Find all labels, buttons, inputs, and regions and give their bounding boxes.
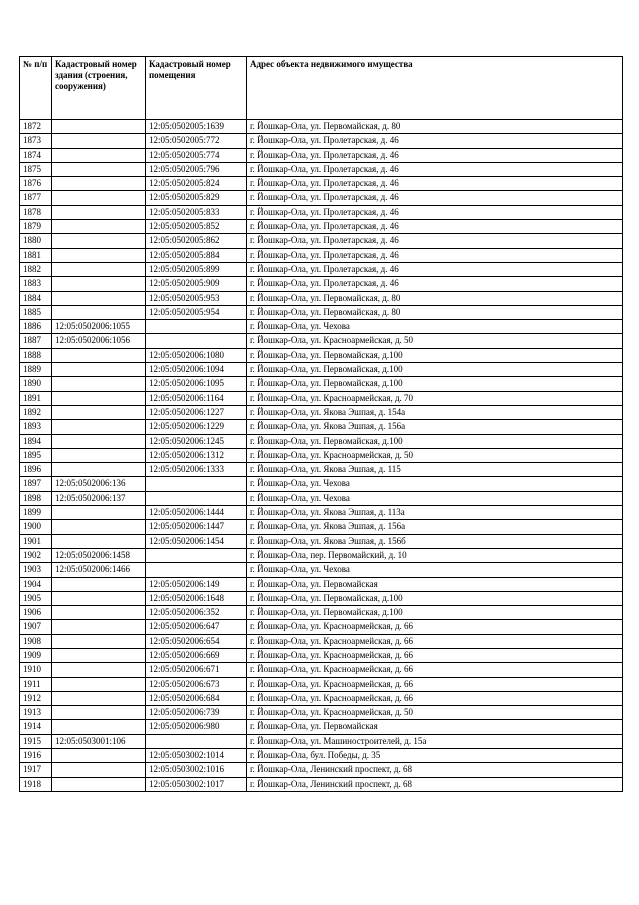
cell-premises-cadastral: 12:05:0502006:1333 bbox=[146, 463, 247, 477]
table-row bbox=[20, 420, 623, 434]
cell-num: 1904 bbox=[20, 577, 52, 591]
cell-num: 1912 bbox=[20, 691, 52, 705]
cell-premises-cadastral bbox=[146, 734, 247, 748]
cell-num: 1899 bbox=[20, 506, 52, 520]
cell-premises-cadastral: 12:05:0503002:1016 bbox=[146, 763, 247, 777]
cell-building-cadastral bbox=[52, 749, 146, 763]
cell-premises-cadastral bbox=[146, 563, 247, 577]
cell-premises-cadastral: 12:05:0502005:833 bbox=[146, 205, 247, 219]
table-row bbox=[20, 677, 623, 691]
cell-num: 1891 bbox=[20, 391, 52, 405]
table-row bbox=[20, 506, 623, 520]
cell-num: 1889 bbox=[20, 363, 52, 377]
cell-building-cadastral bbox=[52, 405, 146, 419]
cell-building-cadastral bbox=[52, 434, 146, 448]
cell-address: г. Йошкар-Ола, ул. Якова Эшпая, д. 156б bbox=[247, 534, 623, 548]
table-row bbox=[20, 220, 623, 234]
table-row bbox=[20, 663, 623, 677]
cell-building-cadastral bbox=[52, 677, 146, 691]
table-row bbox=[20, 162, 623, 176]
cell-premises-cadastral: 12:05:0502006:1095 bbox=[146, 377, 247, 391]
cell-building-cadastral bbox=[52, 577, 146, 591]
cell-building-cadastral bbox=[52, 234, 146, 248]
table-row bbox=[20, 320, 623, 334]
cell-premises-cadastral: 12:05:0502006:673 bbox=[146, 677, 247, 691]
table-row bbox=[20, 448, 623, 462]
cell-address: г. Йошкар-Ола, Ленинский проспект, д. 68 bbox=[247, 777, 623, 791]
table-row bbox=[20, 391, 623, 405]
table-row bbox=[20, 548, 623, 562]
cell-address: г. Йошкар-Ола, ул. Якова Эшпая, д. 154а bbox=[247, 405, 623, 419]
cell-building-cadastral bbox=[52, 663, 146, 677]
table-row bbox=[20, 248, 623, 262]
cell-address: г. Йошкар-Ола, ул. Красноармейская, д. 66 bbox=[247, 620, 623, 634]
cell-building-cadastral: 12:05:0502006:1056 bbox=[52, 334, 146, 348]
cell-address: г. Йошкар-Ола, ул. Первомайская bbox=[247, 577, 623, 591]
cell-address: г. Йошкар-Ола, ул. Чехова bbox=[247, 491, 623, 505]
cell-address: г. Йошкар-Ола, ул. Пролетарская, д. 46 bbox=[247, 191, 623, 205]
table-row bbox=[20, 234, 623, 248]
cell-premises-cadastral: 12:05:0502006:1447 bbox=[146, 520, 247, 534]
cell-building-cadastral bbox=[52, 248, 146, 262]
cell-address: г. Йошкар-Ола, ул. Чехова bbox=[247, 477, 623, 491]
cell-address: г. Йошкар-Ола, ул. Первомайская, д.100 bbox=[247, 348, 623, 362]
cell-num: 1910 bbox=[20, 663, 52, 677]
cell-address: г. Йошкар-Ола, ул. Первомайская, д. 80 bbox=[247, 305, 623, 319]
table-row bbox=[20, 720, 623, 734]
table-row bbox=[20, 363, 623, 377]
cell-building-cadastral bbox=[52, 205, 146, 219]
cell-building-cadastral bbox=[52, 620, 146, 634]
cell-num: 1909 bbox=[20, 648, 52, 662]
table-row bbox=[20, 348, 623, 362]
cell-num: 1897 bbox=[20, 477, 52, 491]
cell-premises-cadastral: 12:05:0502005:899 bbox=[146, 262, 247, 276]
cell-building-cadastral bbox=[52, 291, 146, 305]
cell-premises-cadastral: 12:05:0502005:772 bbox=[146, 134, 247, 148]
table-row bbox=[20, 620, 623, 634]
table-row bbox=[20, 706, 623, 720]
table-body bbox=[20, 120, 623, 792]
table-row bbox=[20, 134, 623, 148]
cell-premises-cadastral: 12:05:0502005:796 bbox=[146, 162, 247, 176]
cell-num: 1887 bbox=[20, 334, 52, 348]
cell-building-cadastral bbox=[52, 706, 146, 720]
cell-num: 1892 bbox=[20, 405, 52, 419]
cell-premises-cadastral: 12:05:0502006:1444 bbox=[146, 506, 247, 520]
cell-premises-cadastral: 12:05:0502006:669 bbox=[146, 648, 247, 662]
cell-premises-cadastral: 12:05:0502006:1245 bbox=[146, 434, 247, 448]
cell-address: г. Йошкар-Ола, ул. Чехова bbox=[247, 320, 623, 334]
cell-building-cadastral bbox=[52, 391, 146, 405]
cell-num: 1893 bbox=[20, 420, 52, 434]
table-row bbox=[20, 177, 623, 191]
table-row bbox=[20, 648, 623, 662]
cell-address: г. Йошкар-Ола, ул. Якова Эшпая, д. 113а bbox=[247, 506, 623, 520]
cell-num: 1885 bbox=[20, 305, 52, 319]
cell-building-cadastral bbox=[52, 448, 146, 462]
cell-address: г. Йошкар-Ола, бул. Победы, д. 35 bbox=[247, 749, 623, 763]
table-row bbox=[20, 520, 623, 534]
table-row bbox=[20, 463, 623, 477]
cell-num: 1884 bbox=[20, 291, 52, 305]
cell-address: г. Йошкар-Ола, ул. Первомайская, д.100 bbox=[247, 591, 623, 605]
cell-num: 1911 bbox=[20, 677, 52, 691]
table-row bbox=[20, 691, 623, 705]
table-header bbox=[20, 57, 623, 120]
cell-address: г. Йошкар-Ола, ул. Первомайская, д.100 bbox=[247, 363, 623, 377]
cell-address: г. Йошкар-Ола, ул. Пролетарская, д. 46 bbox=[247, 262, 623, 276]
table-row bbox=[20, 591, 623, 605]
cell-num: 1878 bbox=[20, 205, 52, 219]
cell-building-cadastral: 12:05:0502006:1466 bbox=[52, 563, 146, 577]
cell-address: г. Йошкар-Ола, ул. Пролетарская, д. 46 bbox=[247, 177, 623, 191]
cell-address: г. Йошкар-Ола, ул. Машиностроителей, д. 15а bbox=[247, 734, 623, 748]
cell-address: г. Йошкар-Ола, ул. Красноармейская, д. 70 bbox=[247, 391, 623, 405]
cell-building-cadastral bbox=[52, 720, 146, 734]
cell-premises-cadastral: 12:05:0502006:739 bbox=[146, 706, 247, 720]
cell-building-cadastral bbox=[52, 520, 146, 534]
cell-premises-cadastral: 12:05:0502005:909 bbox=[146, 277, 247, 291]
cell-address: г. Йошкар-Ола, ул. Красноармейская, д. 66 bbox=[247, 634, 623, 648]
registry-table bbox=[19, 56, 623, 792]
table-row bbox=[20, 577, 623, 591]
cell-address: г. Йошкар-Ола, ул. Пролетарская, д. 46 bbox=[247, 148, 623, 162]
cell-premises-cadastral: 12:05:0503002:1014 bbox=[146, 749, 247, 763]
cell-address: г. Йошкар-Ола, ул. Первомайская, д. 80 bbox=[247, 120, 623, 134]
cell-premises-cadastral: 12:05:0502005:884 bbox=[146, 248, 247, 262]
table-row bbox=[20, 634, 623, 648]
table-row bbox=[20, 777, 623, 791]
cell-address: г. Йошкар-Ола, ул. Якова Эшпая, д. 156а bbox=[247, 520, 623, 534]
cell-premises-cadastral bbox=[146, 477, 247, 491]
table-row bbox=[20, 334, 623, 348]
cell-num: 1900 bbox=[20, 520, 52, 534]
cell-num: 1877 bbox=[20, 191, 52, 205]
cell-building-cadastral: 12:05:0502006:1055 bbox=[52, 320, 146, 334]
cell-address: г. Йошкар-Ола, пер. Первомайский, д. 10 bbox=[247, 548, 623, 562]
cell-building-cadastral bbox=[52, 191, 146, 205]
cell-address: г. Йошкар-Ола, ул. Красноармейская, д. 50 bbox=[247, 334, 623, 348]
cell-premises-cadastral: 12:05:0502006:671 bbox=[146, 663, 247, 677]
cell-num: 1888 bbox=[20, 348, 52, 362]
table-row bbox=[20, 305, 623, 319]
cell-premises-cadastral: 12:05:0503002:1017 bbox=[146, 777, 247, 791]
cell-num: 1906 bbox=[20, 606, 52, 620]
cell-building-cadastral bbox=[52, 606, 146, 620]
cell-premises-cadastral: 12:05:0502006:980 bbox=[146, 720, 247, 734]
cell-premises-cadastral bbox=[146, 334, 247, 348]
cell-premises-cadastral: 12:05:0502006:684 bbox=[146, 691, 247, 705]
cell-address: г. Йошкар-Ола, ул. Пролетарская, д. 46 bbox=[247, 205, 623, 219]
table-row bbox=[20, 405, 623, 419]
cell-address: г. Йошкар-Ола, ул. Красноармейская, д. 66 bbox=[247, 648, 623, 662]
table-row bbox=[20, 277, 623, 291]
cell-num: 1917 bbox=[20, 763, 52, 777]
cell-address: г. Йошкар-Ола, ул. Якова Эшпая, д. 115 bbox=[247, 463, 623, 477]
cell-premises-cadastral bbox=[146, 548, 247, 562]
cell-building-cadastral bbox=[52, 277, 146, 291]
cell-address: г. Йошкар-Ола, ул. Красноармейская, д. 50 bbox=[247, 706, 623, 720]
cell-address: г. Йошкар-Ола, ул. Пролетарская, д. 46 bbox=[247, 162, 623, 176]
cell-address: г. Йошкар-Ола, ул. Красноармейская, д. 66 bbox=[247, 663, 623, 677]
cell-premises-cadastral: 12:05:0502006:1227 bbox=[146, 405, 247, 419]
cell-num: 1916 bbox=[20, 749, 52, 763]
cell-building-cadastral bbox=[52, 591, 146, 605]
cell-num: 1903 bbox=[20, 563, 52, 577]
cell-building-cadastral bbox=[52, 763, 146, 777]
cell-num: 1883 bbox=[20, 277, 52, 291]
cell-premises-cadastral: 12:05:0502005:824 bbox=[146, 177, 247, 191]
cell-premises-cadastral: 12:05:0502005:829 bbox=[146, 191, 247, 205]
cell-address: г. Йошкар-Ола, ул. Красноармейская, д. 66 bbox=[247, 677, 623, 691]
cell-building-cadastral bbox=[52, 177, 146, 191]
cell-building-cadastral bbox=[52, 363, 146, 377]
cell-address: г. Йошкар-Ола, ул. Чехова bbox=[247, 563, 623, 577]
cell-address: г. Йошкар-Ола, ул. Якова Эшпая, д. 156а bbox=[247, 420, 623, 434]
cell-premises-cadastral: 12:05:0502006:352 bbox=[146, 606, 247, 620]
cell-building-cadastral bbox=[52, 463, 146, 477]
cell-premises-cadastral: 12:05:0502006:654 bbox=[146, 634, 247, 648]
cell-num: 1873 bbox=[20, 134, 52, 148]
cell-address: г. Йошкар-Ола, ул. Пролетарская, д. 46 bbox=[247, 234, 623, 248]
cell-num: 1915 bbox=[20, 734, 52, 748]
cell-building-cadastral bbox=[52, 634, 146, 648]
cell-num: 1913 bbox=[20, 706, 52, 720]
cell-address: г. Йошкар-Ола, ул. Пролетарская, д. 46 bbox=[247, 220, 623, 234]
cell-premises-cadastral: 12:05:0502005:1639 bbox=[146, 120, 247, 134]
table-row bbox=[20, 205, 623, 219]
cell-num: 1874 bbox=[20, 148, 52, 162]
cell-building-cadastral bbox=[52, 348, 146, 362]
cell-premises-cadastral: 12:05:0502006:1312 bbox=[146, 448, 247, 462]
table-row bbox=[20, 763, 623, 777]
cell-premises-cadastral: 12:05:0502006:1648 bbox=[146, 591, 247, 605]
table-row bbox=[20, 734, 623, 748]
cell-building-cadastral bbox=[52, 134, 146, 148]
cell-building-cadastral: 12:05:0502006:137 bbox=[52, 491, 146, 505]
cell-building-cadastral bbox=[52, 220, 146, 234]
cell-premises-cadastral: 12:05:0502005:954 bbox=[146, 305, 247, 319]
cell-premises-cadastral: 12:05:0502006:1164 bbox=[146, 391, 247, 405]
cell-num: 1875 bbox=[20, 162, 52, 176]
cell-address: г. Йошкар-Ола, ул. Красноармейская, д. 50 bbox=[247, 448, 623, 462]
cell-premises-cadastral bbox=[146, 491, 247, 505]
table-row bbox=[20, 491, 623, 505]
cell-num: 1879 bbox=[20, 220, 52, 234]
cell-num: 1914 bbox=[20, 720, 52, 734]
cell-premises-cadastral: 12:05:0502005:953 bbox=[146, 291, 247, 305]
cell-address: г. Йошкар-Ола, ул. Первомайская, д. 80 bbox=[247, 291, 623, 305]
cell-building-cadastral bbox=[52, 148, 146, 162]
table-row bbox=[20, 148, 623, 162]
cell-address: г. Йошкар-Ола, Ленинский проспект, д. 68 bbox=[247, 763, 623, 777]
cell-num: 1901 bbox=[20, 534, 52, 548]
cell-premises-cadastral: 12:05:0502005:862 bbox=[146, 234, 247, 248]
cell-num: 1905 bbox=[20, 591, 52, 605]
cell-premises-cadastral: 12:05:0502005:852 bbox=[146, 220, 247, 234]
cell-premises-cadastral bbox=[146, 320, 247, 334]
cell-premises-cadastral: 12:05:0502006:1229 bbox=[146, 420, 247, 434]
table-row bbox=[20, 534, 623, 548]
cell-address: г. Йошкар-Ола, ул. Пролетарская, д. 46 bbox=[247, 134, 623, 148]
cell-num: 1902 bbox=[20, 548, 52, 562]
cell-premises-cadastral: 12:05:0502005:774 bbox=[146, 148, 247, 162]
cell-num: 1894 bbox=[20, 434, 52, 448]
cell-building-cadastral bbox=[52, 691, 146, 705]
cell-num: 1876 bbox=[20, 177, 52, 191]
table-row bbox=[20, 606, 623, 620]
cell-num: 1880 bbox=[20, 234, 52, 248]
cell-num: 1890 bbox=[20, 377, 52, 391]
cell-num: 1895 bbox=[20, 448, 52, 462]
cell-building-cadastral bbox=[52, 377, 146, 391]
table-row bbox=[20, 477, 623, 491]
cell-building-cadastral bbox=[52, 506, 146, 520]
table-row bbox=[20, 749, 623, 763]
cell-building-cadastral bbox=[52, 420, 146, 434]
cell-address: г. Йошкар-Ола, ул. Красноармейская, д. 66 bbox=[247, 691, 623, 705]
cell-num: 1881 bbox=[20, 248, 52, 262]
header-address: Адрес объекта недвижимого имущества bbox=[247, 57, 623, 120]
cell-building-cadastral bbox=[52, 305, 146, 319]
cell-building-cadastral: 12:05:0503001:106 bbox=[52, 734, 146, 748]
cell-address: г. Йошкар-Ола, ул. Первомайская, д.100 bbox=[247, 377, 623, 391]
cell-premises-cadastral: 12:05:0502006:149 bbox=[146, 577, 247, 591]
cell-building-cadastral bbox=[52, 534, 146, 548]
cell-building-cadastral bbox=[52, 262, 146, 276]
cell-premises-cadastral: 12:05:0502006:1094 bbox=[146, 363, 247, 377]
table-row bbox=[20, 377, 623, 391]
cell-premises-cadastral: 12:05:0502006:1080 bbox=[146, 348, 247, 362]
cell-num: 1886 bbox=[20, 320, 52, 334]
cell-num: 1898 bbox=[20, 491, 52, 505]
header-num: № п/п bbox=[20, 57, 52, 120]
cell-premises-cadastral: 12:05:0502006:1454 bbox=[146, 534, 247, 548]
header-premises-cadastral: Кадастровый номер помещения bbox=[146, 57, 247, 120]
cell-building-cadastral bbox=[52, 777, 146, 791]
cell-num: 1872 bbox=[20, 120, 52, 134]
cell-address: г. Йошкар-Ола, ул. Первомайская, д.100 bbox=[247, 434, 623, 448]
cell-address: г. Йошкар-Ола, ул. Первомайская bbox=[247, 720, 623, 734]
table-row bbox=[20, 291, 623, 305]
cell-num: 1918 bbox=[20, 777, 52, 791]
cell-building-cadastral bbox=[52, 648, 146, 662]
cell-num: 1896 bbox=[20, 463, 52, 477]
table-row bbox=[20, 120, 623, 134]
cell-address: г. Йошкар-Ола, ул. Пролетарская, д. 46 bbox=[247, 248, 623, 262]
header-row bbox=[20, 57, 623, 120]
table-row bbox=[20, 563, 623, 577]
cell-premises-cadastral: 12:05:0502006:647 bbox=[146, 620, 247, 634]
cell-building-cadastral: 12:05:0502006:136 bbox=[52, 477, 146, 491]
table-row bbox=[20, 262, 623, 276]
cell-building-cadastral bbox=[52, 162, 146, 176]
cell-building-cadastral: 12:05:0502006:1458 bbox=[52, 548, 146, 562]
table-row bbox=[20, 434, 623, 448]
table-row bbox=[20, 191, 623, 205]
cell-num: 1882 bbox=[20, 262, 52, 276]
cell-address: г. Йошкар-Ола, ул. Пролетарская, д. 46 bbox=[247, 277, 623, 291]
cell-building-cadastral bbox=[52, 120, 146, 134]
cell-address: г. Йошкар-Ола, ул. Первомайская, д.100 bbox=[247, 606, 623, 620]
cell-num: 1908 bbox=[20, 634, 52, 648]
cell-num: 1907 bbox=[20, 620, 52, 634]
header-building-cadastral: Кадастровый номер здания (строения, сооружения) bbox=[52, 57, 146, 120]
